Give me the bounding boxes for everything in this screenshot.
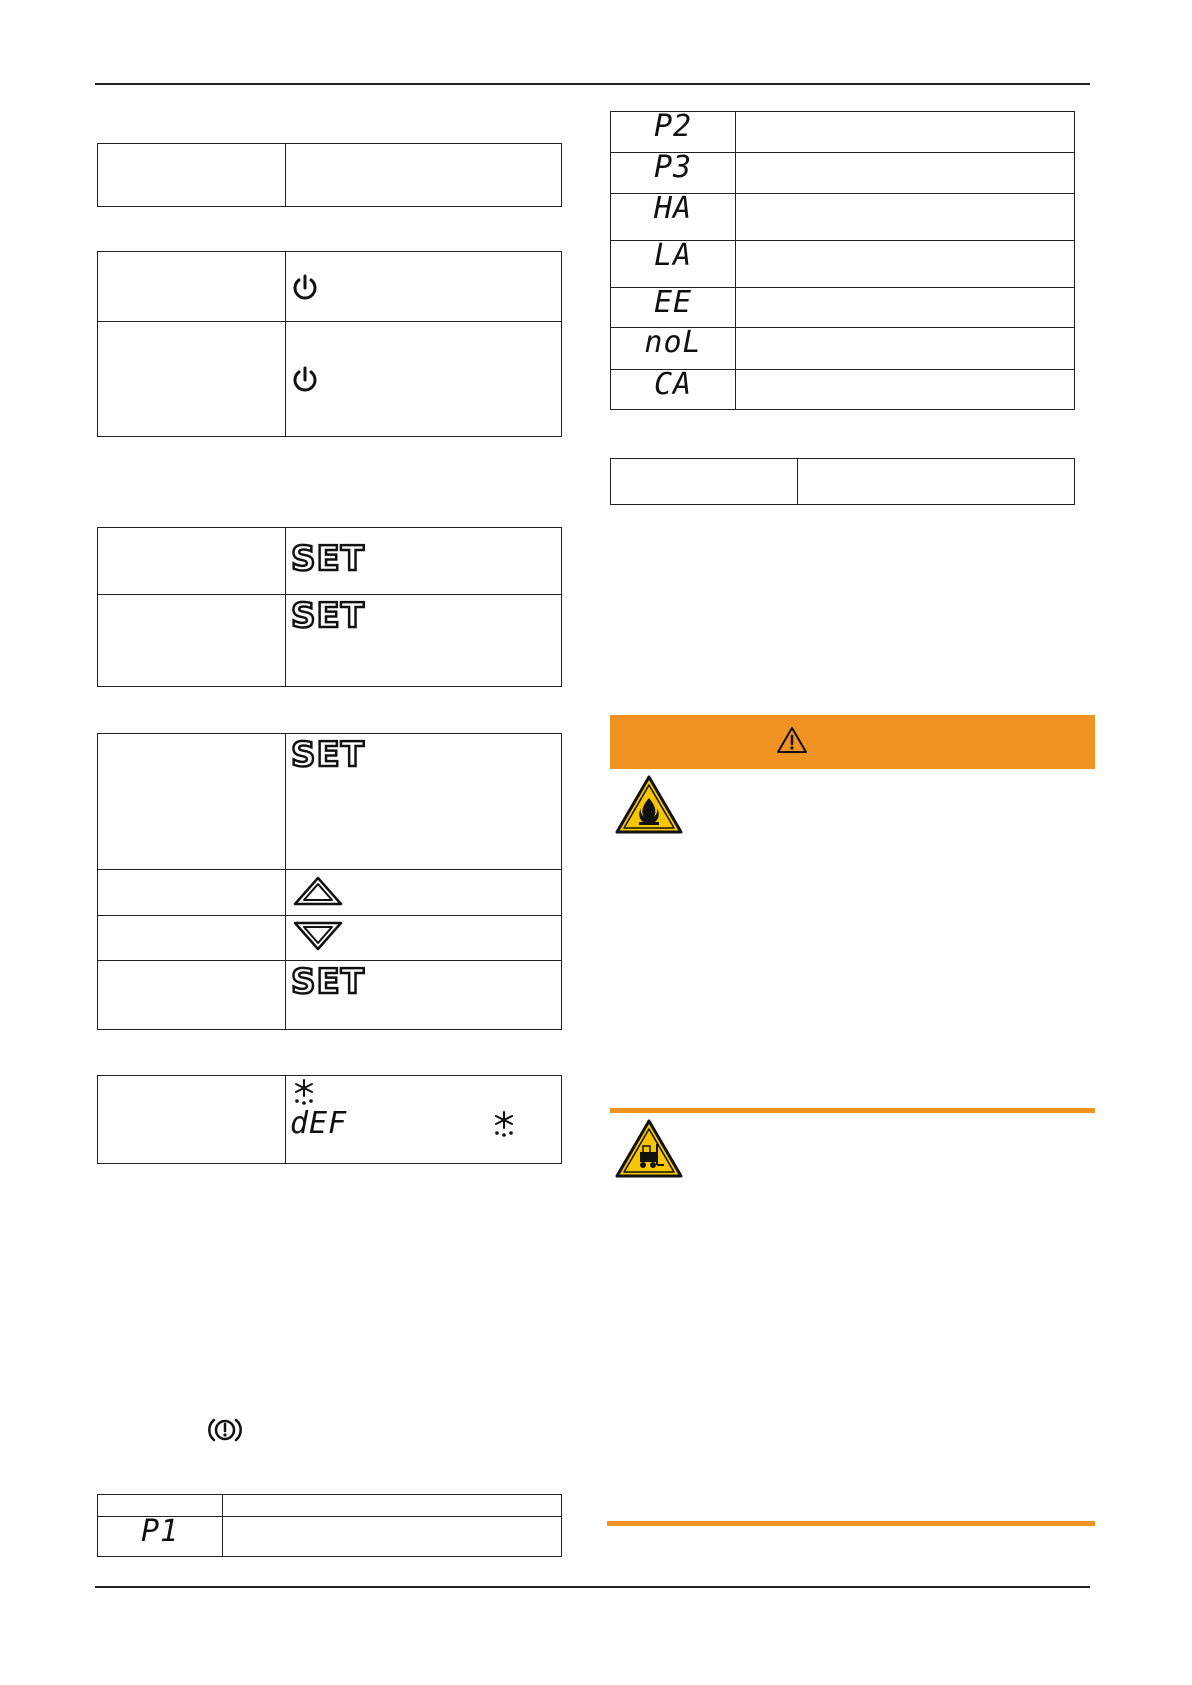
alarm-description-cell bbox=[736, 328, 1075, 370]
flammable-hazard-icon bbox=[614, 774, 684, 836]
defrost-icon bbox=[490, 1110, 518, 1138]
alarm-code: EE bbox=[653, 285, 693, 320]
set2-row-1-content bbox=[286, 734, 562, 870]
alarm-code: P1 bbox=[140, 1514, 180, 1549]
table-right-small bbox=[610, 458, 1075, 505]
alarm-code: P3 bbox=[653, 150, 693, 185]
alarm-code-cell bbox=[611, 367, 736, 410]
alarm-code-cell bbox=[611, 150, 736, 194]
section-divider bbox=[610, 1108, 1095, 1113]
set2-row-1-label bbox=[98, 734, 286, 870]
set-key-icon bbox=[290, 738, 382, 770]
alarm-code-cell bbox=[611, 238, 736, 288]
alarm-description-cell bbox=[223, 1517, 562, 1557]
alarm-icon bbox=[206, 1414, 244, 1446]
alarm-code: CA bbox=[653, 367, 693, 402]
warning-banner bbox=[610, 715, 1095, 769]
header-rule bbox=[95, 83, 1090, 85]
set2-row-2-label bbox=[98, 870, 286, 916]
alarm-header-description bbox=[223, 1495, 562, 1517]
power-row-2-label bbox=[98, 322, 286, 437]
alarm-code: LA bbox=[653, 238, 693, 273]
alarm-description-cell bbox=[736, 153, 1075, 194]
table-1-cell-right bbox=[286, 144, 562, 207]
set2-row-4-label bbox=[98, 961, 286, 1030]
svg-text:SET: SET bbox=[291, 599, 365, 631]
set-row-2-label bbox=[98, 595, 286, 687]
alarm-code: HA bbox=[653, 191, 693, 226]
set2-row-3-label bbox=[98, 916, 286, 961]
power-icon bbox=[290, 365, 320, 395]
set-key-icon bbox=[290, 542, 382, 574]
table-1-cell-left bbox=[98, 144, 286, 207]
alarm-description-cell bbox=[736, 241, 1075, 288]
alarm-code-cell bbox=[98, 1514, 223, 1557]
table-defrost bbox=[97, 1075, 562, 1164]
set-row-1-content bbox=[286, 528, 562, 595]
set2-row-4-content bbox=[286, 961, 562, 1030]
svg-text:SET: SET bbox=[291, 738, 365, 770]
defrost-row-label bbox=[98, 1076, 286, 1164]
alarm-description-cell bbox=[736, 112, 1075, 153]
set-row-1-label bbox=[98, 528, 286, 595]
footer-rule bbox=[95, 1586, 1090, 1588]
power-icon bbox=[290, 273, 320, 303]
set-key-icon bbox=[290, 599, 382, 631]
section-divider bbox=[607, 1521, 1095, 1526]
alarm-code: P2 bbox=[653, 109, 693, 144]
alarm-code-cell bbox=[611, 109, 736, 153]
power-row-2-content bbox=[286, 322, 562, 437]
power-row-1-content bbox=[286, 252, 562, 322]
alarm-description-cell bbox=[736, 370, 1075, 410]
table-alarm-codes-left bbox=[97, 1494, 562, 1557]
forklift-hazard-icon bbox=[614, 1118, 684, 1180]
defrost-icon bbox=[290, 1078, 318, 1106]
set2-row-3-content bbox=[286, 916, 562, 961]
defrost-row-content bbox=[286, 1076, 562, 1164]
down-arrow-key-icon bbox=[292, 920, 344, 952]
alarm-code-cell bbox=[611, 285, 736, 328]
table-alarm-codes-right bbox=[610, 111, 1075, 410]
power-row-1-label bbox=[98, 252, 286, 322]
svg-text:SET: SET bbox=[291, 965, 365, 997]
set-row-2-content bbox=[286, 595, 562, 687]
table-power bbox=[97, 251, 562, 437]
set2-row-2-content bbox=[286, 870, 562, 916]
right-small-cell-right bbox=[798, 459, 1075, 505]
def-code: dEF bbox=[290, 1106, 348, 1141]
alarm-code-cell bbox=[611, 325, 736, 370]
table-set-1 bbox=[97, 527, 562, 687]
alarm-description-cell bbox=[736, 194, 1075, 241]
alarm-description-cell bbox=[736, 288, 1075, 328]
alarm-code: noL bbox=[644, 325, 702, 360]
svg-text:SET: SET bbox=[291, 542, 365, 574]
set-key-icon bbox=[290, 965, 382, 997]
table-set-2 bbox=[97, 733, 562, 1030]
warning-triangle-icon bbox=[776, 726, 808, 754]
up-arrow-key-icon bbox=[292, 875, 344, 907]
alarm-code-cell bbox=[611, 191, 736, 241]
right-small-cell-left bbox=[611, 459, 798, 505]
table-1 bbox=[97, 143, 562, 207]
